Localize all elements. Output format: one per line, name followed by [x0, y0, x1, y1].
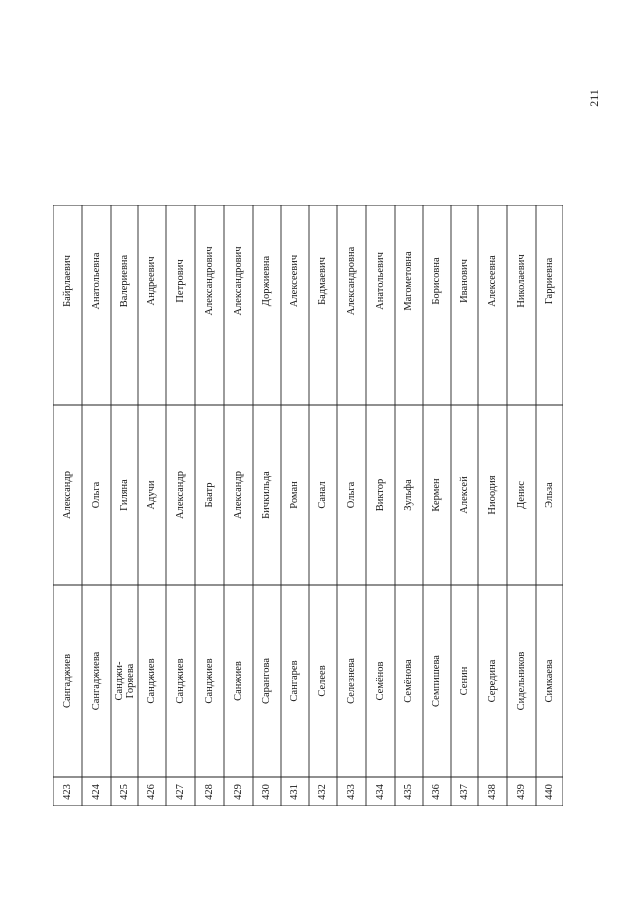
cell-num: 437: [458, 783, 470, 800]
cell-patronymic: Петрович: [174, 259, 186, 303]
cell-surname: Сангарев: [289, 660, 300, 702]
cell-surname: Сидельников: [515, 651, 527, 711]
cell-surname: Семёнова: [403, 659, 414, 703]
cell-patronymic: Алексеевна: [486, 255, 498, 307]
page-number: 211: [587, 89, 601, 107]
cell-patronymic: Иванович: [458, 259, 470, 303]
cell-name: Ольга: [345, 481, 357, 509]
cell-num: 431: [289, 783, 300, 800]
cell-surname: Семпишева: [431, 655, 442, 707]
cell-name: Виктор: [374, 478, 386, 512]
cell-num: 432: [317, 783, 328, 800]
cell-surname: Санджиев: [146, 658, 157, 704]
cell-surname: Сарангова: [261, 658, 272, 704]
cell-num: 428: [203, 783, 215, 800]
cell-patronymic: Байрлаевич: [61, 255, 73, 307]
cell-num: 433: [345, 783, 357, 800]
cell-name: Алексей: [458, 476, 470, 514]
cell-surname: Середина: [486, 659, 498, 703]
cell-surname: Санжиев: [232, 661, 244, 701]
rotated-table: [53, 205, 563, 806]
cell-num: 423: [61, 783, 73, 800]
cell-name: Ольга: [90, 481, 102, 509]
cell-num: 430: [261, 783, 272, 800]
cell-num: 426: [146, 783, 157, 800]
cell-patronymic: Гарриевна: [543, 257, 555, 305]
cell-patronymic: Доржиевна: [261, 255, 272, 307]
cell-name: Кермен: [431, 478, 442, 512]
cell-surname: Санджи-Горяева: [113, 661, 136, 701]
cell-num: 439: [515, 783, 527, 800]
cell-name: Александр: [232, 471, 244, 519]
cell-name: Роман: [289, 481, 300, 509]
cell-patronymic: Магометовна: [403, 251, 414, 311]
cell-patronymic: Алексеевич: [289, 254, 300, 308]
cell-surname: Сенин: [458, 666, 470, 696]
cell-patronymic: Анатольевна: [90, 252, 102, 310]
cell-patronymic: Бадмаевич: [317, 257, 328, 305]
cell-name: Эльза: [543, 482, 555, 508]
cell-num: 425: [118, 783, 130, 800]
cell-num: 435: [403, 783, 414, 800]
cell-surname: Селеев: [317, 665, 328, 697]
cell-num: 438: [486, 783, 498, 800]
cell-num: 424: [90, 783, 102, 800]
cell-name: Адучи: [146, 480, 157, 510]
cell-name: Александр: [174, 471, 186, 519]
cell-patronymic: Александрович: [203, 246, 215, 316]
cell-patronymic: Валериевна: [118, 254, 130, 308]
cell-name: Санал: [317, 481, 328, 509]
cell-name: Ниоодия: [486, 475, 498, 515]
cell-surname: Симкаева: [543, 659, 555, 703]
cell-surname: Селезнева: [345, 658, 357, 704]
cell-name: Зульфа: [403, 479, 414, 511]
cell-name: Гиляна: [118, 479, 130, 511]
cell-name: Баатр: [203, 482, 215, 508]
cell-patronymic: Александровна: [345, 246, 357, 316]
cell-surname: Сангаджиева: [90, 651, 102, 711]
cell-name: Бичкильда: [261, 471, 272, 519]
cell-name: Денис: [515, 481, 527, 509]
cell-surname: Семёнов: [374, 661, 386, 701]
cell-num: 440: [543, 783, 555, 800]
cell-num: 427: [174, 783, 186, 800]
cell-surname: Санджиев: [203, 658, 215, 704]
cell-patronymic: Андреевич: [146, 256, 157, 306]
cell-surname: Сангаджиев: [61, 653, 73, 709]
cell-surname: Санджиев: [174, 658, 186, 704]
cell-num: 436: [431, 783, 442, 800]
cell-patronymic: Анатольевич: [374, 252, 386, 310]
cell-patronymic: Борисовна: [431, 257, 442, 305]
cell-name: Александр: [61, 471, 73, 519]
cell-patronymic: Александрович: [232, 246, 244, 316]
cell-patronymic: Николаевич: [515, 254, 527, 308]
cell-num: 434: [374, 783, 386, 800]
cell-num: 429: [232, 783, 244, 800]
